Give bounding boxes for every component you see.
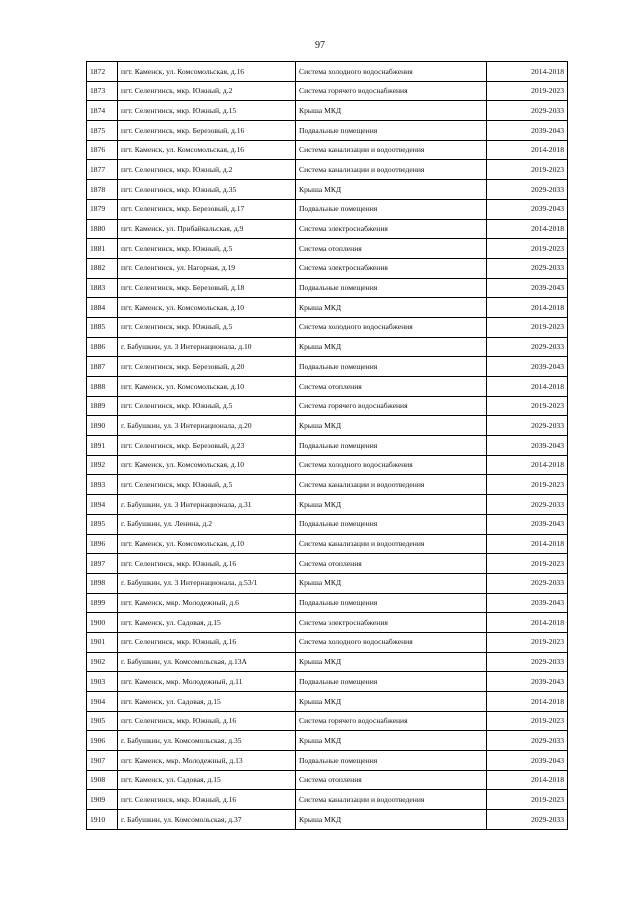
- repair-period-cell: 2014-2018: [487, 455, 568, 475]
- address-cell: пгт. Селенгинск, мкр. Южный, д.35: [118, 180, 296, 200]
- row-number-cell: 1907: [87, 751, 118, 771]
- building-element-cell: Подвальные помещения: [296, 436, 487, 456]
- table-row: [87, 711, 568, 731]
- address-cell: пгт. Каменск, ул. Комсомольская, д.10: [118, 298, 296, 318]
- row-number-cell: 1899: [87, 593, 118, 613]
- repair-period-cell: 2019-2023: [487, 317, 568, 337]
- row-number-cell: 1888: [87, 377, 118, 397]
- repair-period-cell: 2019-2023: [487, 790, 568, 810]
- repair-period-cell: 2039-2043: [487, 593, 568, 613]
- address-cell: пгт. Каменск, ул. Садовая, д.15: [118, 770, 296, 790]
- table-row: [87, 751, 568, 771]
- row-number-cell: 1873: [87, 81, 118, 101]
- repair-period-cell: 2014-2018: [487, 140, 568, 160]
- address-cell: пгт. Селенгинск, мкр. Южный, д.5: [118, 396, 296, 416]
- row-number-cell: 1897: [87, 554, 118, 574]
- building-element-cell: Система канализации и водоотведения: [296, 160, 487, 180]
- table-row: [87, 396, 568, 416]
- row-number-cell: 1875: [87, 121, 118, 141]
- row-number-cell: 1876: [87, 140, 118, 160]
- table-body: [87, 62, 568, 830]
- address-cell: г. Бабушкин, ул. 3 Интернационала, д.20: [118, 416, 296, 436]
- repair-period-cell: 2039-2043: [487, 278, 568, 298]
- repair-period-cell: 2019-2023: [487, 475, 568, 495]
- repair-period-cell: 2029-2033: [487, 180, 568, 200]
- address-cell: пгт. Селенгинск, мкр. Березовый, д.20: [118, 357, 296, 377]
- table-row: [87, 573, 568, 593]
- repair-period-cell: 2029-2033: [487, 258, 568, 278]
- address-cell: г. Бабушкин, ул. Комсомольская, д.37: [118, 810, 296, 830]
- repair-period-cell: 2019-2023: [487, 711, 568, 731]
- table-row: [87, 514, 568, 534]
- table-row: [87, 140, 568, 160]
- building-element-cell: Система горячего водоснабжения: [296, 711, 487, 731]
- table-row: [87, 593, 568, 613]
- building-element-cell: Крыша МКД: [296, 573, 487, 593]
- row-number-cell: 1890: [87, 416, 118, 436]
- row-number-cell: 1883: [87, 278, 118, 298]
- building-element-cell: Система горячего водоснабжения: [296, 81, 487, 101]
- repair-period-cell: 2014-2018: [487, 219, 568, 239]
- table-row: [87, 495, 568, 515]
- table-row: [87, 377, 568, 397]
- building-element-cell: Система горячего водоснабжения: [296, 396, 487, 416]
- row-number-cell: 1879: [87, 199, 118, 219]
- address-cell: пгт. Каменск, ул. Садовая, д.15: [118, 692, 296, 712]
- building-element-cell: Крыша МКД: [296, 298, 487, 318]
- building-element-cell: Система канализации и водоотведения: [296, 534, 487, 554]
- repair-period-cell: 2019-2023: [487, 396, 568, 416]
- repair-period-cell: 2029-2033: [487, 495, 568, 515]
- building-element-cell: Система электроснабжения: [296, 219, 487, 239]
- building-element-cell: Крыша МКД: [296, 337, 487, 357]
- table-row: [87, 160, 568, 180]
- building-element-cell: Система электроснабжения: [296, 258, 487, 278]
- table-row: [87, 632, 568, 652]
- row-number-cell: 1903: [87, 672, 118, 692]
- row-number-cell: 1886: [87, 337, 118, 357]
- address-cell: пгт. Селенгинск, мкр. Березовый, д.16: [118, 121, 296, 141]
- repair-period-cell: 2014-2018: [487, 534, 568, 554]
- building-element-cell: Подвальные помещения: [296, 199, 487, 219]
- building-element-cell: Система отопления: [296, 377, 487, 397]
- table-row: [87, 672, 568, 692]
- address-cell: пгт. Каменск, мкр. Молодежный, д.6: [118, 593, 296, 613]
- table-row: [87, 278, 568, 298]
- table-row: [87, 790, 568, 810]
- address-cell: пгт. Каменск, ул. Комсомольская, д.10: [118, 534, 296, 554]
- building-element-cell: Подвальные помещения: [296, 278, 487, 298]
- row-number-cell: 1901: [87, 632, 118, 652]
- address-cell: пгт. Селенгинск, мкр. Южный, д.16: [118, 632, 296, 652]
- building-element-cell: Крыша МКД: [296, 810, 487, 830]
- building-element-cell: Система канализации и водоотведения: [296, 475, 487, 495]
- building-element-cell: Система отопления: [296, 554, 487, 574]
- repair-schedule-table: [86, 61, 568, 830]
- repair-period-cell: 2019-2023: [487, 632, 568, 652]
- address-cell: пгт. Каменск, ул. Комсомольская, д.10: [118, 377, 296, 397]
- table-row: [87, 239, 568, 259]
- row-number-cell: 1877: [87, 160, 118, 180]
- row-number-cell: 1881: [87, 239, 118, 259]
- table-row: [87, 62, 568, 82]
- address-cell: пгт. Каменск, ул. Садовая, д.15: [118, 613, 296, 633]
- row-number-cell: 1884: [87, 298, 118, 318]
- repair-period-cell: 2039-2043: [487, 121, 568, 141]
- repair-period-cell: 2014-2018: [487, 298, 568, 318]
- row-number-cell: 1910: [87, 810, 118, 830]
- table-row: [87, 770, 568, 790]
- address-cell: пгт. Каменск, ул. Комсомольская, д.10: [118, 455, 296, 475]
- table-row: [87, 613, 568, 633]
- row-number-cell: 1895: [87, 514, 118, 534]
- table-row: [87, 475, 568, 495]
- table-row: [87, 121, 568, 141]
- row-number-cell: 1902: [87, 652, 118, 672]
- repair-period-cell: 2029-2033: [487, 652, 568, 672]
- building-element-cell: Система холодного водоснабжения: [296, 317, 487, 337]
- address-cell: пгт. Селенгинск, мкр. Южный, д.16: [118, 554, 296, 574]
- row-number-cell: 1904: [87, 692, 118, 712]
- address-cell: г. Бабушкин, ул. Комсомольская, д.13А: [118, 652, 296, 672]
- building-element-cell: Крыша МКД: [296, 101, 487, 121]
- row-number-cell: 1896: [87, 534, 118, 554]
- repair-period-cell: 2029-2033: [487, 101, 568, 121]
- building-element-cell: Система холодного водоснабжения: [296, 62, 487, 82]
- address-cell: г. Бабушкин, ул. 3 Интернационала, д.31: [118, 495, 296, 515]
- row-number-cell: 1887: [87, 357, 118, 377]
- repair-period-cell: 2039-2043: [487, 199, 568, 219]
- address-cell: пгт. Селенгинск, мкр. Южный, д.16: [118, 711, 296, 731]
- address-cell: г. Бабушкин, ул. 3 Интернационала, д.53/1: [118, 573, 296, 593]
- table-row: [87, 416, 568, 436]
- address-cell: пгт. Селенгинск, мкр. Южный, д.5: [118, 239, 296, 259]
- table-row: [87, 219, 568, 239]
- row-number-cell: 1882: [87, 258, 118, 278]
- building-element-cell: Подвальные помещения: [296, 672, 487, 692]
- address-cell: пгт. Селенгинск, мкр. Березовый, д.18: [118, 278, 296, 298]
- row-number-cell: 1898: [87, 573, 118, 593]
- building-element-cell: Система холодного водоснабжения: [296, 455, 487, 475]
- address-cell: г. Бабушкин, ул. Комсомольская, д.35: [118, 731, 296, 751]
- repair-period-cell: 2014-2018: [487, 692, 568, 712]
- address-cell: пгт. Селенгинск, мкр. Южный, д.5: [118, 475, 296, 495]
- building-element-cell: Подвальные помещения: [296, 751, 487, 771]
- row-number-cell: 1892: [87, 455, 118, 475]
- table-row: [87, 101, 568, 121]
- building-element-cell: Подвальные помещения: [296, 514, 487, 534]
- row-number-cell: 1889: [87, 396, 118, 416]
- table-row: [87, 731, 568, 751]
- row-number-cell: 1905: [87, 711, 118, 731]
- repair-period-cell: 2019-2023: [487, 554, 568, 574]
- repair-period-cell: 2019-2023: [487, 239, 568, 259]
- table-row: [87, 692, 568, 712]
- building-element-cell: Крыша МКД: [296, 731, 487, 751]
- building-element-cell: Система канализации и водоотведения: [296, 790, 487, 810]
- table-row: [87, 180, 568, 200]
- table-row: [87, 298, 568, 318]
- address-cell: пгт. Селенгинск, мкр. Южный, д.16: [118, 790, 296, 810]
- row-number-cell: 1872: [87, 62, 118, 82]
- building-element-cell: Крыша МКД: [296, 180, 487, 200]
- repair-period-cell: 2039-2043: [487, 672, 568, 692]
- building-element-cell: Система холодного водоснабжения: [296, 632, 487, 652]
- table-row: [87, 652, 568, 672]
- repair-period-cell: 2014-2018: [487, 377, 568, 397]
- row-number-cell: 1874: [87, 101, 118, 121]
- table-row: [87, 455, 568, 475]
- table-row: [87, 258, 568, 278]
- address-cell: пгт. Селенгинск, мкр. Южный, д.15: [118, 101, 296, 121]
- building-element-cell: Крыша МКД: [296, 652, 487, 672]
- repair-period-cell: 2029-2033: [487, 573, 568, 593]
- repair-period-cell: 2039-2043: [487, 357, 568, 377]
- row-number-cell: 1893: [87, 475, 118, 495]
- table-row: [87, 337, 568, 357]
- building-element-cell: Система отопления: [296, 239, 487, 259]
- building-element-cell: Система канализации и водоотведения: [296, 140, 487, 160]
- table-row: [87, 199, 568, 219]
- building-element-cell: Система отопления: [296, 770, 487, 790]
- address-cell: г. Бабушкин, ул. 3 Интернационала, д.10: [118, 337, 296, 357]
- repair-period-cell: 2019-2023: [487, 160, 568, 180]
- address-cell: пгт. Селенгинск, мкр. Южный, д.5: [118, 317, 296, 337]
- address-cell: пгт. Селенгинск, мкр. Южный, д.2: [118, 81, 296, 101]
- repair-period-cell: 2014-2018: [487, 62, 568, 82]
- row-number-cell: 1880: [87, 219, 118, 239]
- page-number: 97: [315, 40, 325, 51]
- repair-period-cell: 2014-2018: [487, 613, 568, 633]
- building-element-cell: Крыша МКД: [296, 416, 487, 436]
- address-cell: пгт. Селенгинск, мкр. Березовый, д.23: [118, 436, 296, 456]
- repair-period-cell: 2039-2043: [487, 436, 568, 456]
- address-cell: пгт. Селенгинск, мкр. Березовый, д.17: [118, 199, 296, 219]
- address-cell: г. Бабушкин, ул. Ленина, д.2: [118, 514, 296, 534]
- building-element-cell: Крыша МКД: [296, 495, 487, 515]
- building-element-cell: Подвальные помещения: [296, 121, 487, 141]
- building-element-cell: Крыша МКД: [296, 692, 487, 712]
- repair-period-cell: 2029-2033: [487, 731, 568, 751]
- row-number-cell: 1878: [87, 180, 118, 200]
- address-cell: пгт. Селенгинск, ул. Нагорная, д.19: [118, 258, 296, 278]
- repair-period-cell: 2029-2033: [487, 337, 568, 357]
- repair-period-cell: 2039-2043: [487, 751, 568, 771]
- table-row: [87, 534, 568, 554]
- building-element-cell: Подвальные помещения: [296, 593, 487, 613]
- address-cell: пгт. Каменск, ул. Прибайкальская, д.9: [118, 219, 296, 239]
- row-number-cell: 1909: [87, 790, 118, 810]
- repair-period-cell: 2014-2018: [487, 770, 568, 790]
- table-row: [87, 810, 568, 830]
- row-number-cell: 1891: [87, 436, 118, 456]
- address-cell: пгт. Каменск, мкр. Молодежный, д.11: [118, 672, 296, 692]
- table-row: [87, 317, 568, 337]
- building-element-cell: Подвальные помещения: [296, 357, 487, 377]
- repair-period-cell: 2029-2033: [487, 416, 568, 436]
- table-row: [87, 554, 568, 574]
- address-cell: пгт. Селенгинск, мкр. Южный, д.2: [118, 160, 296, 180]
- row-number-cell: 1900: [87, 613, 118, 633]
- address-cell: пгт. Каменск, ул. Комсомольская, д.16: [118, 62, 296, 82]
- repair-period-cell: 2029-2033: [487, 810, 568, 830]
- table-row: [87, 436, 568, 456]
- building-element-cell: Система электроснабжения: [296, 613, 487, 633]
- repair-period-cell: 2019-2023: [487, 81, 568, 101]
- table-row: [87, 81, 568, 101]
- address-cell: пгт. Каменск, мкр. Молодежный, д.13: [118, 751, 296, 771]
- row-number-cell: 1894: [87, 495, 118, 515]
- repair-period-cell: 2039-2043: [487, 514, 568, 534]
- table-row: [87, 357, 568, 377]
- row-number-cell: 1908: [87, 770, 118, 790]
- address-cell: пгт. Каменск, ул. Комсомольская, д.16: [118, 140, 296, 160]
- row-number-cell: 1906: [87, 731, 118, 751]
- row-number-cell: 1885: [87, 317, 118, 337]
